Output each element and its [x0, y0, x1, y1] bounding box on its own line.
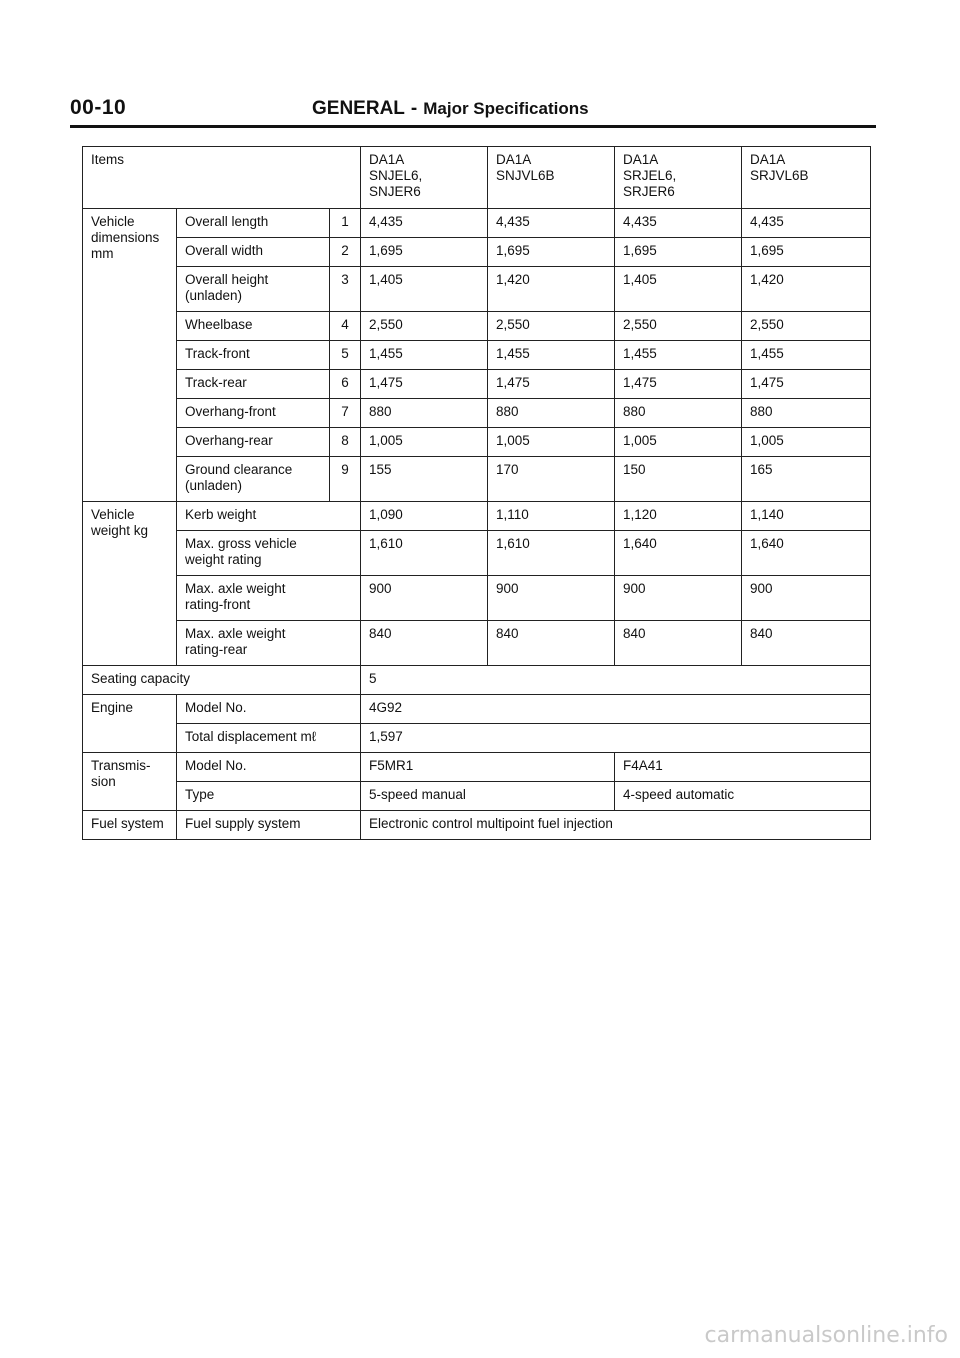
table-cell: 2,550: [615, 312, 742, 341]
row-label: Overall height (unladen): [177, 267, 330, 312]
table-cell: 900: [361, 576, 488, 621]
table-cell: 4,435: [742, 209, 871, 238]
table-cell: 880: [615, 399, 742, 428]
table-cell: 1,610: [361, 531, 488, 576]
table-cell: 1,695: [361, 238, 488, 267]
table-row: [83, 576, 871, 621]
table-cell: 1,475: [361, 370, 488, 399]
table-cell: 900: [615, 576, 742, 621]
row-number: 1: [330, 209, 361, 238]
row-number: 3: [330, 267, 361, 312]
row-label: Total displacement mℓ: [177, 724, 361, 753]
table-cell: 1,420: [488, 267, 615, 312]
row-label: Overall length: [177, 209, 330, 238]
table-cell: 1,455: [615, 341, 742, 370]
table-cell: 900: [742, 576, 871, 621]
table-row: [83, 621, 871, 666]
row-label: Track-rear: [177, 370, 330, 399]
model-header: DA1A SNJVL6B: [488, 147, 615, 209]
engine-displacement-value: 1,597: [361, 724, 871, 753]
table-row: [83, 238, 871, 267]
row-label: Wheelbase: [177, 312, 330, 341]
seating-capacity-label: Seating capacity: [83, 666, 361, 695]
table-row: [83, 370, 871, 399]
table-cell: 155: [361, 457, 488, 502]
row-label: Kerb weight: [177, 502, 361, 531]
table-cell: 4,435: [615, 209, 742, 238]
page-header: [70, 96, 876, 126]
row-number: 2: [330, 238, 361, 267]
table-cell: 2,550: [742, 312, 871, 341]
engine-model-value: 4G92: [361, 695, 871, 724]
table-cell: 170: [488, 457, 615, 502]
table-cell: 1,455: [742, 341, 871, 370]
title-separator: -: [410, 98, 418, 119]
table-row: [83, 267, 871, 312]
table-row: [83, 753, 871, 782]
model-header: DA1A SNJEL6, SNJER6: [361, 147, 488, 209]
table-cell: 2,550: [361, 312, 488, 341]
table-cell: 1,695: [615, 238, 742, 267]
transmission-type-auto: 4-speed automatic: [615, 782, 871, 811]
table-cell: 4,435: [361, 209, 488, 238]
table-cell: 1,005: [615, 428, 742, 457]
table-cell: 1,005: [742, 428, 871, 457]
subsection-name: Major Specifications: [423, 99, 589, 118]
table-row: [83, 428, 871, 457]
model-header: DA1A SRJVL6B: [742, 147, 871, 209]
table-cell: 1,005: [488, 428, 615, 457]
table-row: [83, 502, 871, 531]
row-number: 9: [330, 457, 361, 502]
row-label: Max. gross vehicle weight rating: [177, 531, 361, 576]
table-cell: 840: [488, 621, 615, 666]
row-number: 5: [330, 341, 361, 370]
table-cell: 1,090: [361, 502, 488, 531]
table-cell: 1,695: [488, 238, 615, 267]
seating-capacity-value: 5: [361, 666, 871, 695]
table-row: [83, 209, 871, 238]
table-cell: 2,550: [488, 312, 615, 341]
table-row: [83, 811, 871, 840]
watermark: carmanualsonline.info: [704, 1323, 948, 1348]
table-cell: 165: [742, 457, 871, 502]
header-rule: [70, 125, 876, 128]
group-vehicle-dimensions: Vehicle dimensions mm: [83, 209, 177, 502]
row-label: Max. axle weight rating-rear: [177, 621, 361, 666]
table-cell: 1,475: [488, 370, 615, 399]
table-row: [83, 724, 871, 753]
table-cell: 1,420: [742, 267, 871, 312]
group-vehicle-weight: Vehicle weight kg: [83, 502, 177, 666]
row-label: Track-front: [177, 341, 330, 370]
table-cell: 1,140: [742, 502, 871, 531]
group-engine: Engine: [83, 695, 177, 753]
model-header: DA1A SRJEL6, SRJER6: [615, 147, 742, 209]
table-row: [83, 341, 871, 370]
table-cell: 1,455: [488, 341, 615, 370]
group-transmission: Transmis- sion: [83, 753, 177, 811]
table-row: [83, 782, 871, 811]
table-cell: 880: [742, 399, 871, 428]
row-label: Overhang-rear: [177, 428, 330, 457]
page-number: 00-10: [70, 96, 127, 119]
row-number: 6: [330, 370, 361, 399]
table-row: [83, 666, 871, 695]
table-cell: 1,005: [361, 428, 488, 457]
table-cell: 1,475: [615, 370, 742, 399]
table-cell: 1,120: [615, 502, 742, 531]
table-cell: 900: [488, 576, 615, 621]
table-cell: 1,695: [742, 238, 871, 267]
fuel-supply-value: Electronic control multipoint fuel injection: [361, 811, 871, 840]
page-title: [312, 98, 589, 120]
transmission-model-auto: F4A41: [615, 753, 871, 782]
table-header-row: [83, 147, 871, 209]
row-number: 7: [330, 399, 361, 428]
table-cell: 1,405: [615, 267, 742, 312]
row-label: Ground clearance (unladen): [177, 457, 330, 502]
section-name: GENERAL: [312, 98, 405, 119]
table-row: [83, 457, 871, 502]
table-row: [83, 312, 871, 341]
table-row: [83, 695, 871, 724]
row-label: Type: [177, 782, 361, 811]
table-cell: 4,435: [488, 209, 615, 238]
table-cell: 1,110: [488, 502, 615, 531]
table-row: [83, 531, 871, 576]
table-cell: 1,640: [615, 531, 742, 576]
table-cell: 880: [488, 399, 615, 428]
row-number: 8: [330, 428, 361, 457]
table-cell: 150: [615, 457, 742, 502]
row-label: Max. axle weight rating-front: [177, 576, 361, 621]
transmission-model-manual: F5MR1: [361, 753, 615, 782]
table-cell: 840: [361, 621, 488, 666]
table-cell: 1,455: [361, 341, 488, 370]
row-label: Fuel supply system: [177, 811, 361, 840]
row-label: Model No.: [177, 753, 361, 782]
table-cell: 1,610: [488, 531, 615, 576]
row-label: Model No.: [177, 695, 361, 724]
table-row: [83, 399, 871, 428]
row-label: Overall width: [177, 238, 330, 267]
items-label: Items: [83, 147, 361, 209]
table-cell: 840: [742, 621, 871, 666]
transmission-type-manual: 5-speed manual: [361, 782, 615, 811]
table-cell: 840: [615, 621, 742, 666]
table-cell: 880: [361, 399, 488, 428]
table-cell: 1,640: [742, 531, 871, 576]
group-fuel-system: Fuel system: [83, 811, 177, 840]
major-specifications-table: [82, 146, 871, 840]
row-label: Overhang-front: [177, 399, 330, 428]
table-cell: 1,475: [742, 370, 871, 399]
table-cell: 1,405: [361, 267, 488, 312]
row-number: 4: [330, 312, 361, 341]
